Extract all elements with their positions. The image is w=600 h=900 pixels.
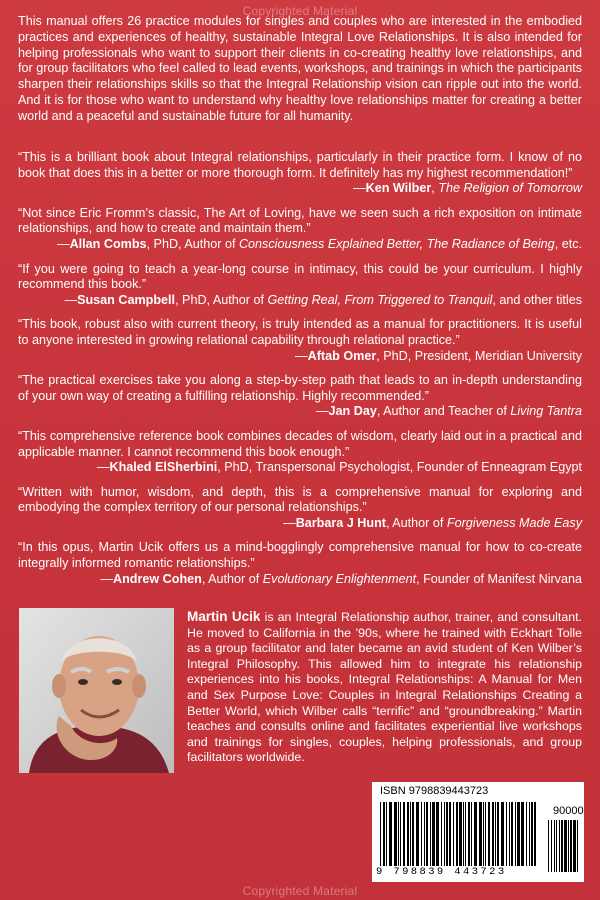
- attribution-name: Jan Day: [328, 404, 377, 419]
- attribution-dash: —: [56, 236, 70, 251]
- attribution-pre: , Author and Teacher of: [376, 404, 511, 419]
- attribution-work: Forgiveness Made Easy: [446, 515, 582, 530]
- isbn-label: ISBN 9798839443723: [380, 785, 489, 797]
- author-photo: [19, 608, 174, 773]
- attribution-name: Andrew Cohen: [112, 571, 202, 586]
- attribution-post: , Founder of Manifest Nirvana: [416, 571, 582, 586]
- attribution-work: Evolutionary Enlightenment: [262, 571, 417, 586]
- attribution-post: , etc.: [554, 236, 582, 251]
- attribution-dash: —: [96, 460, 110, 475]
- endorsement-text: “This book, robust also with current theory, is truly intended as a manual for practitioners. It is useful to anyone interested in growing relational capability through relational practice.”: [18, 317, 582, 347]
- endorsement: [18, 429, 582, 476]
- endorsement-text: “This comprehensive reference book combines decades of wisdom, clearly laid out in a practical and applicable manner. I cannot recommend this book enough.”: [18, 428, 582, 459]
- attribution-name: Aftab Omer: [307, 348, 377, 363]
- barcode-bars: [380, 802, 540, 866]
- watermark-bottom: Copyrighted Material: [242, 884, 358, 898]
- attribution-pre: , PhD, President, Meridian University: [376, 348, 582, 363]
- endorsement-attribution: [18, 181, 582, 197]
- endorsement: [18, 485, 582, 532]
- endorsement: [18, 373, 582, 420]
- endorsement-text: “Not since Eric Fromm’s classic, The Art of Loving, have we seen such a rich exposition on intimate relationships, and how to create and maintain them.”: [18, 205, 582, 236]
- endorsement-attribution: [18, 460, 582, 476]
- attribution-pre: , PhD, Author of: [146, 236, 239, 251]
- endorsement-attribution: [18, 404, 582, 420]
- author-bio: [187, 609, 582, 766]
- attribution-work: Living Tantra: [510, 404, 582, 419]
- attribution-name: Khaled ElSherbini: [109, 460, 218, 475]
- endorsement-text: “This is a brilliant book about Integral relationships, particularly in their practice form. I know of no book that does this in a better or more thorough form. It definitely has my highest recommendation!”: [18, 150, 582, 180]
- endorsement: [18, 150, 582, 197]
- attribution-work: Consciousness Explained Better, The Radiance of Being: [238, 236, 555, 251]
- intro-paragraph: This manual offers 26 practice modules for singles and couples who are interested in the embodied practices and experiences of healthy, sustainable Integral Love Relationships. It is also intended for helping professionals who want to support their clients in co-creating healthy love relationships, and for group facilitators who feel called to lead events, workshops, and trainings in which the participants sharpen their relationships skills so that the Integral Relationship vision can ripple out into the world. And it is for those who want to understand why healthy love relationships matter for creating a better world and a peaceful and sustainable future for all humanity.: [18, 14, 582, 123]
- attribution-name: Allan Combs: [69, 236, 147, 251]
- attribution-pre: , Author of: [385, 515, 447, 530]
- endorsement-text: “The practical exercises take you along a step-by-step path that leads to an in-depth understanding of your own way of creating a fulfilling relationship. Highly recommended.”: [18, 373, 582, 403]
- endorsement: [18, 317, 582, 364]
- endorsements: [18, 150, 582, 596]
- endorsement-attribution: [18, 237, 582, 253]
- attribution-pre: , Author of: [201, 571, 263, 586]
- attribution-pre: , PhD, Author of: [175, 292, 268, 307]
- price-code: 90000: [553, 805, 584, 817]
- attribution-pre: , PhD, Transpersonal Psychologist, Founder of Enneagram Egypt: [217, 460, 582, 475]
- attribution-dash: —: [64, 292, 78, 307]
- endorsement-text: “In this opus, Martin Ucik offers us a mind-bogglingly comprehensive manual for how to co-create integrally informed romantic relationships.”: [18, 540, 582, 571]
- endorsement-text: “If you were going to teach a year-long course in intimacy, this could be your curriculum. I highly recommend this book.”: [18, 261, 582, 292]
- author-portrait-icon: [19, 608, 174, 773]
- endorsement-attribution: [18, 516, 582, 532]
- author-bio-text: is an Integral Relationship author, trainer, and consultant. He moved to California in the ’90s, where he trained with Eckhart Tolle as a group facilitator and later became an avid student of Ken Wilber’s Integral Philosophy. This allowed him to integrate his relationship experiences into his books, Integral Relationships: A Manual for Men and Sex Purpose Love: Couples in Integral Relationships Creating a Better World, which Wilber calls “terrific” and “groundbreaking.” Martin teaches and consults online and facilitates experiential live workshops and trainings for singles, couples, helping professionals, and group facilitators worldwide.: [187, 610, 582, 765]
- attribution-dash: —: [295, 348, 308, 363]
- attribution-name: Barbara J Hunt: [295, 515, 386, 530]
- attribution-name: Ken Wilber: [365, 181, 432, 196]
- attribution-dash: —: [353, 181, 366, 196]
- attribution-post: , and other titles: [492, 292, 582, 307]
- barcode: [372, 782, 584, 882]
- endorsement: [18, 206, 582, 253]
- endorsement-attribution: [18, 349, 582, 365]
- endorsement: [18, 540, 582, 587]
- author-name: Martin Ucik: [187, 609, 261, 624]
- attribution-pre: ,: [431, 181, 439, 196]
- watermark-top: Copyrighted Material: [242, 4, 358, 18]
- endorsement: [18, 262, 582, 309]
- attribution-work: The Religion of Tomorrow: [438, 181, 582, 196]
- attribution-name: Susan Campbell: [77, 292, 176, 307]
- price-barcode-bars: [548, 820, 580, 872]
- attribution-work: Getting Real, From Triggered to Tranquil: [267, 292, 493, 307]
- attribution-dash: —: [100, 571, 113, 586]
- attribution-dash: —: [283, 515, 296, 530]
- endorsement-attribution: [18, 293, 582, 309]
- endorsement-text: “Written with humor, wisdom, and depth, this is a comprehensive manual for exploring and embodying the complex territory of our personal relationships.”: [18, 484, 582, 515]
- isbn-digits: 9 798839 443723: [376, 866, 507, 878]
- endorsement-attribution: [18, 572, 582, 588]
- attribution-dash: —: [315, 404, 329, 419]
